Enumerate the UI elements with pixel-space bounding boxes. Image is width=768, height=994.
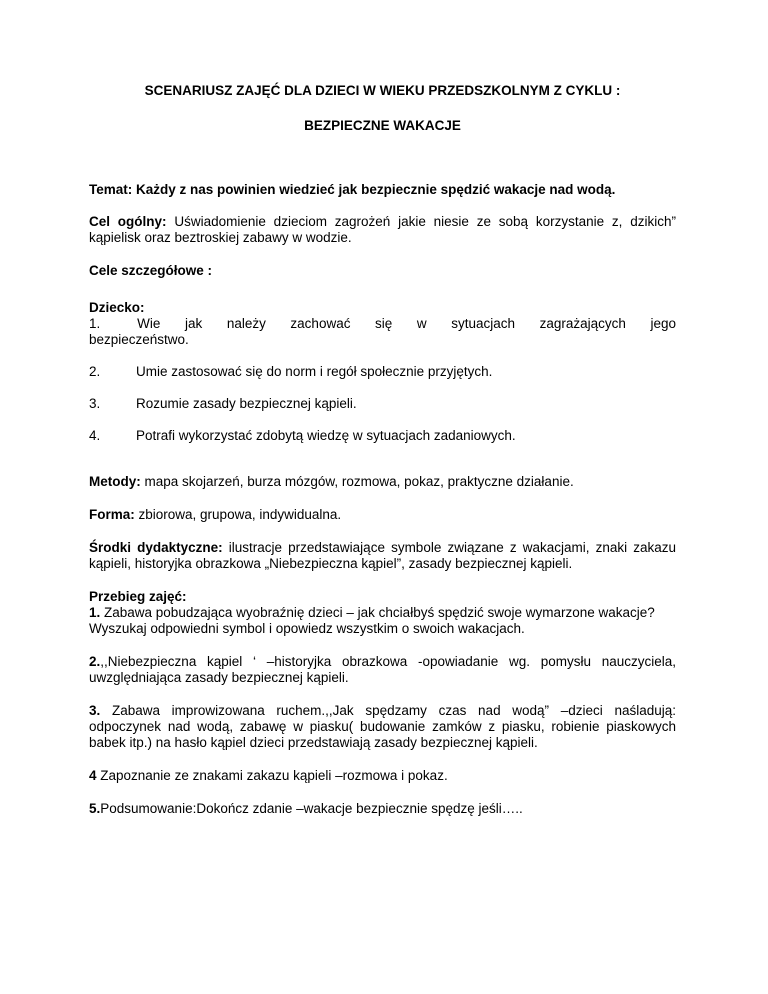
lesson-topic: Temat: Każdy z nas powinien wiedzieć jak bezpiecznie spędzić wakacje nad wodą. bbox=[89, 182, 616, 197]
goal-1-line-2: bezpieczeństwo. bbox=[89, 332, 189, 347]
goal-item bbox=[89, 396, 676, 412]
course-step bbox=[89, 605, 676, 637]
course-label: Przebieg zajęć: bbox=[89, 589, 187, 604]
course-step bbox=[89, 768, 676, 784]
teaching-aids bbox=[89, 540, 676, 572]
step-text: Zabawa improwizowana ruchem.,,Jak spędzamy czas nad wodą” –dzieci naśladują: odpoczynek nad wodą, zabawę w piasku( budowanie zamków z piasku, robienie piaskowych babek itp.) na hasło kąpiel dzieci przedstawiają zasady bezpiecznej kąpieli. bbox=[89, 703, 676, 750]
form bbox=[89, 507, 676, 523]
methods-text: mapa skojarzeń, burza mózgów, rozmowa, pokaz, praktyczne działanie. bbox=[140, 474, 574, 489]
methods-label: Metody: bbox=[89, 474, 141, 489]
general-goal-text: Uświadomienie dzieciom zagrożeń jakie niesie ze sobą korzystanie z, dzikich” kąpielisk oraz beztroskiej zabawy w wodzie. bbox=[89, 214, 676, 245]
goal-number: 2. bbox=[89, 364, 101, 379]
form-label: Forma: bbox=[89, 507, 135, 522]
general-goal-label: Cel ogólny: bbox=[89, 214, 167, 229]
goal-number: 4. bbox=[89, 428, 101, 443]
goal-item bbox=[89, 428, 676, 444]
step-text: Zabawa pobudzająca wyobraźnię dzieci – jak chciałbyś spędzić swoje wymarzone wakacje? Wyszukaj odpowiedni symbol i opowiedz wszystkim o swoich wakacjach. bbox=[89, 605, 655, 636]
step-number: 2. bbox=[89, 654, 101, 669]
document-page bbox=[89, 83, 676, 817]
step-number: 1. bbox=[89, 605, 101, 620]
child-label: Dziecko: bbox=[89, 300, 145, 315]
general-goal bbox=[89, 214, 676, 246]
goal-item bbox=[89, 364, 676, 380]
course-step bbox=[89, 654, 676, 686]
goal-text: Umie zastosować się do norm i regół społecznie przyjętych. bbox=[136, 364, 493, 379]
step-number: 3. bbox=[89, 703, 101, 718]
methods bbox=[89, 474, 676, 490]
goal-1-line-1: 1. Wie jak należy zachować się w sytuacjach zagrażających jego bbox=[89, 316, 676, 331]
step-text: Zapoznanie ze znakami zakazu kąpieli –rozmowa i pokaz. bbox=[96, 768, 448, 783]
form-text: zbiorowa, grupowa, indywidualna. bbox=[134, 507, 342, 522]
teaching-aids-label: Środki dydaktyczne: bbox=[89, 540, 223, 555]
step-text: ,,Niebezpieczna kąpiel ‘ –historyjka obrazkowa -opowiadanie wg. pomysłu nauczyciela, uwzględniająca zasady bezpiecznej kąpieli. bbox=[89, 654, 676, 685]
course-step bbox=[89, 801, 676, 817]
specific-goals-label: Cele szczegółowe : bbox=[89, 263, 213, 278]
course-step bbox=[89, 703, 676, 751]
goal-number: 3. bbox=[89, 396, 101, 411]
step-number: 4 bbox=[89, 768, 97, 783]
step-number: 5. bbox=[89, 801, 101, 816]
document-subheading: BEZPIECZNE WAKACJE bbox=[304, 118, 461, 133]
step-text: Podsumowanie:Dokończ zdanie –wakacje bezpiecznie spędzę jeśli….. bbox=[100, 801, 523, 816]
document-heading: SCENARIUSZ ZAJĘĆ DLA DZIECI W WIEKU PRZEDSZKOLNYM Z CYKLU : bbox=[144, 83, 621, 98]
goal-text: Potrafi wykorzystać zdobytą wiedzę w sytuacjach zadaniowych. bbox=[136, 428, 516, 443]
goal-text: Rozumie zasady bezpiecznej kąpieli. bbox=[136, 396, 357, 411]
teaching-aids-text: ilustracje przedstawiające symbole związane z wakacjami, znaki zakazu kąpieli, historyjka obrazkowa „Niebezpieczna kąpiel”, zasady bezpiecznej kąpieli. bbox=[89, 540, 676, 571]
